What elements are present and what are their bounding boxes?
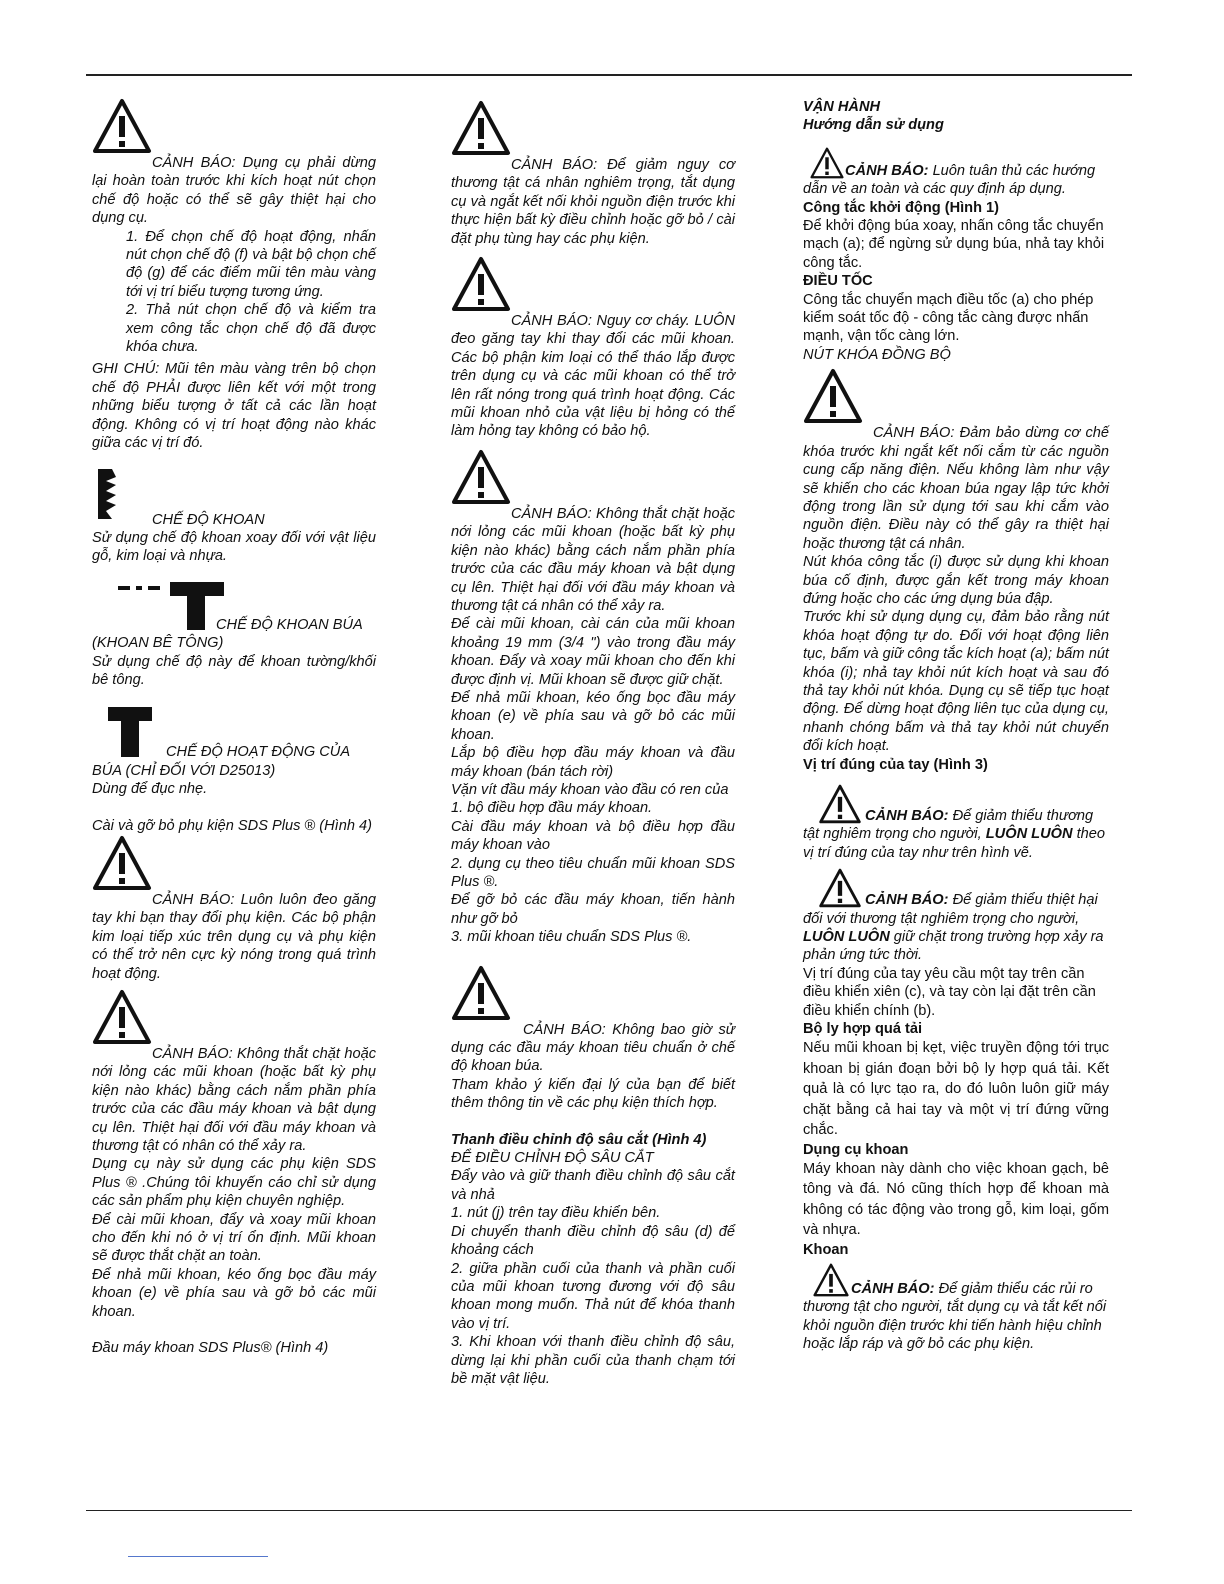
paragraph: 3. mũi khoan tiêu chuẩn SDS Plus ®. bbox=[451, 929, 692, 946]
paragraph: Lắp bộ điều hợp đầu máy khoan và đầu máy khoan (bán tách rời) bbox=[451, 745, 735, 780]
warning-icon bbox=[451, 100, 511, 156]
paragraph: Để gỡ bỏ các đầu máy khoan, tiến hành như gỡ bỏ bbox=[451, 892, 735, 927]
bottom-rule bbox=[86, 1510, 1132, 1511]
warning-icon bbox=[815, 868, 865, 908]
paragraph: Cài đầu máy khoan và bộ điều hợp đầu máy khoan vào bbox=[451, 818, 735, 854]
hammer-drill-mode-text: Sử dụng chế độ này để khoan tường/khối bê tông. bbox=[92, 653, 376, 688]
warning-paragraph: CẢNH BÁO: Nguy cơ cháy. LUÔN đeo găng tay khi thay đổi các mũi khoan. Các bộ phận kim loại có thể tháo lắp được trên dụng cụ và các mũi khoan có thể trở lên rất nóng trong quá trình hoạt động. Các mũi khoan nhỏ của vật liệu bị hỏng có thể làm hỏng tay không có bảo hộ. bbox=[451, 313, 735, 440]
paragraph: Trước khi sử dụng dụng cụ, đảm bảo rằng nút khóa hoạt động tự do. Đối với hoạt động liên tục, bấm và giữ công tắc kích hoạt (a); bấm nút khóa (i); nhả tay khỏi nút kích hoạt và sau đó thả tay khỏi nút khóa. Dụng cụ sẽ tiếp tục hoạt động. Để dừng hoạt động liên tục của dụng cụ, nhanh chóng bấm và thả tay khỏi nút chuyển đổi kích hoạt. bbox=[803, 609, 1109, 755]
warning-label: CẢNH BÁO: bbox=[873, 425, 955, 442]
warning-icon bbox=[92, 989, 152, 1045]
footer-link-underline bbox=[128, 1556, 268, 1557]
sds-section-title: Cài và gỡ bỏ phụ kiện SDS Plus ® (Hình 4) bbox=[92, 817, 372, 834]
paragraph: Đầu máy khoan SDS Plus® (Hình 4) bbox=[92, 1340, 329, 1357]
paragraph: Để cài mũi khoan, đẩy và xoay mũi khoan cho đến khi nó ở vị trí ổn định. Mũi khoan sẽ được thắt chặt an toàn. bbox=[92, 1211, 376, 1265]
paragraph: Để nhả mũi khoan, kéo ống bọc đầu máy khoan (e) về phía sau và gỡ bỏ các mũi khoan. bbox=[451, 689, 735, 743]
warning-label: CẢNH BÁO: bbox=[851, 1280, 935, 1297]
paragraph: Tham khảo ý kiến đại lý của bạn để biết thêm thông tin về các phụ kiện thích hợp. bbox=[451, 1076, 735, 1112]
top-rule bbox=[86, 74, 1132, 76]
paragraph: 1. bộ điều hợp đầu máy khoan. bbox=[451, 800, 653, 817]
warning-icon bbox=[92, 98, 152, 154]
drill-mode-text: Sử dụng chế độ khoan xoay đối với vật liệu gỗ, kim loại và nhựa. bbox=[92, 529, 376, 565]
hammer-drill-mode-title: CHẾ ĐỘ KHOAN BÚA bbox=[216, 616, 363, 633]
lock-title: NÚT KHÓA ĐỒNG BỘ bbox=[803, 346, 951, 363]
drilling-title: Khoan bbox=[803, 1241, 849, 1258]
warning-paragraph: CẢNH BÁO: Để giảm nguy cơ thương tật cá nhân nghiêm trọng, tắt dụng cụ và ngắt kết nối khỏi nguồn điện trước khi thực hiện bất kỳ điều chỉnh hoặc gỡ bỏ / cài đặt phụ tùng hay các phụ kiện. bbox=[451, 157, 735, 247]
warning-paragraph: CẢNH BÁO: Để giảm thiểu các rủi ro thương tật cho người, tắt dụng cụ và tắt kết nối khỏi nguồn điện trước khi tiến hành hiệu chỉnh hoặc lắp ráp và gỡ bỏ các phụ kiện. bbox=[803, 1263, 1109, 1354]
column-1 bbox=[92, 98, 376, 1358]
hand-position-title: Vị trí đúng của tay (Hình 3) bbox=[803, 756, 988, 773]
warning-label: CẢNH BÁO: bbox=[865, 808, 949, 824]
step-1: 1. Để chọn chế độ hoạt động, nhấn nút chọn chế độ (f) và bật bộ chọn chế độ (g) để các điểm mũi tên màu vàng tới vị trí biểu tượng tương ứng. bbox=[126, 228, 376, 300]
paragraph: 2. dụng cụ theo tiêu chuẩn mũi khoan SDS Plus ®. bbox=[451, 855, 735, 890]
depth-section-subtitle: ĐỂ ĐIỀU CHỈNH ĐỘ SÂU CẮT bbox=[451, 1150, 654, 1167]
speed-text: Công tắc chuyển mạch điều tốc (a) cho phép kiểm soát tốc độ - công tắc càng được nhấn mạnh, vận tốc càng lớn. bbox=[803, 291, 1094, 345]
paragraph: Vị trí đúng của tay yêu cầu một tay trên cần điều khiển xiên (c), và tay còn lại đặt trên cần điều khiển chính (b). bbox=[803, 965, 1096, 1019]
warning-icon bbox=[92, 835, 152, 891]
paragraph: Để nhả mũi khoan, kéo ống bọc đầu máy khoan (e) về phía sau và gỡ bỏ các mũi khoan. bbox=[92, 1266, 376, 1320]
warning-paragraph: CẢNH BÁO: Luôn luôn đeo găng tay khi bạn thay đổi phụ kiện. Các bộ phận kim loại tiếp xúc trên dụng cụ và phụ kiện có thể trở nên cực kỳ nóng trong quá trình hoạt động. bbox=[92, 891, 376, 982]
clutch-title: Bộ ly hợp quá tải bbox=[803, 1021, 923, 1038]
paragraph: Đẩy vào và giữ thanh điều chỉnh độ sâu cắt và nhả bbox=[451, 1168, 735, 1203]
hammer-mode-title: CHẾ ĐỘ HOẠT ĐỘNG CỦA bbox=[166, 744, 351, 761]
drill-mode-title: CHẾ ĐỘ KHOAN bbox=[152, 511, 265, 528]
column-2 bbox=[451, 100, 735, 1388]
warning-paragraph: CẢNH BÁO: Để giảm thiểu thương tật nghiêm trọng cho người, LUÔN LUÔN theo vị trí đúng của tay như trên hình vẽ. bbox=[803, 784, 1109, 862]
tool-title: Dụng cụ khoan bbox=[803, 1141, 909, 1158]
switch-text: Để khởi động búa xoay, nhấn công tắc chuyển mạch (a); để ngừng sử dụng búa, nhả tay khỏi công tắc. bbox=[803, 218, 1105, 271]
warning-paragraph: CẢNH BÁO: Để giảm thiểu thiệt hại đối với thương tật nghiêm trọng cho người, LUÔN LUÔN giữ chặt trong trường hợp xảy ra phản ứng tức thời. bbox=[803, 868, 1109, 965]
hammer-mode-title-2: BÚA (CHỈ ĐỐI VỚI D25013) bbox=[92, 762, 276, 779]
warning-icon bbox=[815, 784, 865, 824]
warning-icon bbox=[451, 256, 511, 312]
warning-paragraph: CẢNH BÁO: Không thắt chặt hoặc nới lỏng các mũi khoan (hoặc bất kỳ phụ kiện nào khác) bằng cách nắm phần phía trước của các đầu máy khoan và bật dụng cụ lên. Thiệt hại đối với đầu máy khoan và thương tật có nhân có thể xảy ra. bbox=[92, 1046, 376, 1155]
warning-label: CẢNH BÁO: bbox=[152, 1046, 233, 1062]
step-2: 2. Thả nút chọn chế độ và kiểm tra xem công tắc chọn chế độ đã được khóa chưa. bbox=[126, 302, 376, 356]
tool-text: Máy khoan này dành cho việc khoan gạch, bê tông và đá. Nó cũng thích hợp để khoan mà không có tác động vào trong gỗ, kim loại, gốm và nhựa. bbox=[803, 1160, 1109, 1239]
note: GHI CHÚ: Mũi tên màu vàng trên bộ chọn chế độ PHẢI được liên kết với một trong những biểu tượng ở tất cả các lần hoạt động. Không có vị trí hoạt động nào khác giữa các vị trí đó. bbox=[92, 361, 376, 452]
paragraph: Nút khóa công tắc (i) được sử dụng khi khoan búa cố định, được gắn kết trong máy khoan đứng hoặc cho các ứng dụng búa đập. bbox=[803, 554, 1109, 607]
column-3 bbox=[803, 98, 1109, 1354]
warning-icon bbox=[451, 965, 511, 1021]
warning-paragraph: CẢNH BÁO: Không bao giờ sử dụng các đầu máy khoan tiêu chuẩn ở chế độ khoan búa. bbox=[451, 1021, 736, 1075]
warning-icon bbox=[451, 449, 511, 505]
warning-label: CẢNH BÁO: bbox=[152, 891, 235, 908]
warning-label: CẢNH BÁO: bbox=[523, 1021, 606, 1038]
warning-label: CẢNH BÁO: bbox=[511, 505, 592, 522]
warning-icon bbox=[803, 368, 863, 424]
paragraph: Di chuyển thanh điều chỉnh độ sâu (d) để khoảng cách bbox=[451, 1223, 735, 1259]
warning-label: CẢNH BÁO: bbox=[511, 313, 592, 330]
speed-title: ĐIỀU TỐC bbox=[803, 273, 873, 290]
paragraph: Vặn vít đầu máy khoan vào đầu có ren của bbox=[451, 781, 729, 798]
clutch-text: Nếu mũi khoan bị kẹt, việc truyền động tới trục khoan bị gián đoạn bởi bộ ly hợp quá tải. Kết quả là có lực tạo ra, do đó luôn luôn giữ máy chặt bằng cả hai tay và một vị trí đứng vững chắc. bbox=[803, 1040, 1109, 1139]
hammer-mode-text: Dùng để đục nhẹ. bbox=[92, 781, 208, 798]
warning-label: CẢNH BÁO: bbox=[845, 162, 929, 179]
paragraph: 1. nút (j) trên tay điều khiển bên. bbox=[451, 1205, 661, 1222]
warning-paragraph: CẢNH BÁO: Luôn tuân thủ các hướng dẫn về an toàn và các quy định áp dụng. bbox=[803, 147, 1109, 199]
operation-subtitle: Hướng dẫn sử dụng bbox=[803, 117, 944, 134]
warning-label: CẢNH BÁO: bbox=[152, 155, 236, 171]
warning-paragraph: CẢNH BÁO: Dụng cụ phải dừng lại hoàn toàn trước khi kích hoạt nút chọn chế độ hoặc có thể sẽ gây thiệt hại cho dụng cụ. bbox=[92, 155, 376, 227]
paragraph: Dụng cụ này sử dụng các phụ kiện SDS Plus ® .Chúng tôi khuyến cáo chỉ sử dụng các sản phẩm phụ kiện chuyên nghiệp. bbox=[92, 1156, 376, 1210]
warning-paragraph: CẢNH BÁO: Không thắt chặt hoặc nới lỏng các mũi khoan (hoặc bất kỳ phụ kiện nào khác) bằng cách nắm phần phía trước của các đầu máy khoan và bật dụng cụ lên. Thiệt hại đối với đầu máy khoan và thương tật cá nhân có thể xảy ra. bbox=[451, 505, 735, 614]
warning-icon bbox=[811, 1263, 851, 1297]
switch-title: Công tắc khởi động (Hình 1) bbox=[803, 199, 1000, 216]
warning-icon bbox=[809, 147, 845, 179]
paragraph: 3. Khi khoan với thanh điều chỉnh độ sâu, dừng lại khi phần cuối của thanh chạm tới bề mặt vật liệu. bbox=[451, 1334, 735, 1387]
warning-label: CẢNH BÁO: bbox=[511, 157, 598, 173]
warning-label: CẢNH BÁO: bbox=[865, 892, 949, 909]
paragraph: 2. giữa phần cuối của thanh và phần cuối của mũi khoan tương đương với độ sâu khoan mong muốn. Thả nút để khóa thanh vào vị trí. bbox=[451, 1260, 735, 1332]
operation-title: VẬN HÀNH bbox=[803, 99, 881, 115]
depth-section-title: Thanh điều chỉnh độ sâu cắt (Hình 4) bbox=[451, 1131, 707, 1148]
warning-paragraph: CẢNH BÁO: Đảm bảo dừng cơ chế khóa trước khi ngắt kết nối cắm từ các nguồn cung cấp năng điện. Nếu không làm như vậy sẽ khiến cho các khoan búa ngay lập tức khởi động trong lần sử dụng tới sau khi cắm vào nguồn điện. Điều này có thể gây ra thiệt hại hoặc thương tật cá nhân. bbox=[803, 425, 1109, 552]
paragraph: Để cài mũi khoan, cài cán của mũi khoan khoảng 19 mm (3/4 ") vào trong đầu máy khoan. Đẩy và xoay mũi khoan cho đến khi được định vị. Mũi khoan sẽ được giữ chặt. bbox=[451, 616, 735, 688]
hammer-drill-mode-subtitle: (KHOAN BÊ TÔNG) bbox=[92, 635, 224, 652]
